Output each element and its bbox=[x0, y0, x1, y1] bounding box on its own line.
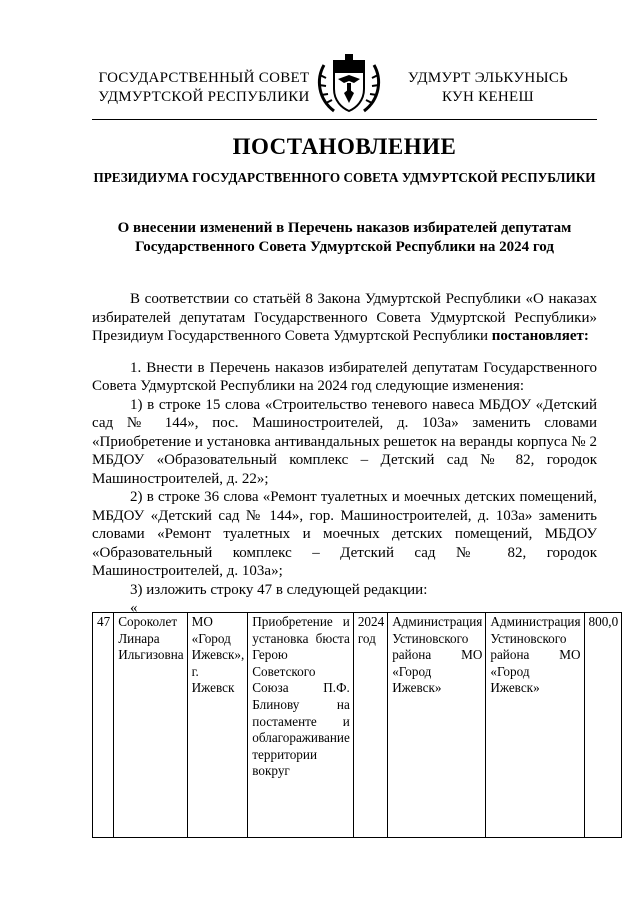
header-right-line1: УДМУРТ ЭЛЬКУНЫСЬ bbox=[407, 70, 569, 86]
cell-deputy: Сороколет Линара Ильгизовна bbox=[114, 613, 187, 838]
document-title: ПОСТАНОВЛЕНИЕ bbox=[232, 134, 457, 159]
subject-line2: Государственного Совета Удмуртской Республики на 2024 год bbox=[135, 239, 554, 255]
intro-text: В соответствии со статьёй 8 Закона Удмуртской Республики «О наказах избирателей депутатам Государственного Совета Удмуртской Республики» Президиум Государственного Совета Удмуртской Республики bbox=[92, 291, 597, 344]
coat-of-arms-icon bbox=[314, 53, 384, 118]
document-body bbox=[92, 290, 597, 618]
header-divider bbox=[92, 119, 597, 120]
header-left bbox=[93, 69, 315, 107]
header-right bbox=[388, 69, 588, 107]
intro-paragraph bbox=[92, 290, 597, 346]
cell-amount: 800,0 bbox=[584, 613, 622, 838]
cell-executor: Администрация Устиновского района МО «Город Ижевск» bbox=[388, 613, 486, 838]
mandate-table bbox=[92, 612, 622, 838]
item-1: 1. Внести в Перечень наказов избирателей депутатам Государственного Совета Удмуртской Республики на 2024 год следующие изменения: bbox=[92, 359, 597, 394]
cell-district: МО «Город Ижевск», г. Ижевск bbox=[187, 613, 248, 838]
subject-line1: О внесении изменений в Перечень наказов избирателей депутатам bbox=[117, 220, 572, 236]
cell-number: 47 bbox=[93, 613, 114, 838]
cell-responsible: Администрация Устиновского района МО «Город Ижевск» bbox=[486, 613, 584, 838]
document-subject bbox=[92, 219, 597, 257]
cell-mandate: Приобретение и установка бюста Герою Советского Союза П.Ф. Блинову на постаменте и облагораживание территории вокруг bbox=[248, 613, 354, 838]
header-left-line1: ГОСУДАРСТВЕННЫЙ СОВЕТ bbox=[98, 70, 310, 86]
subitem-1: 1) в строке 15 слова «Строительство теневого навеса МБДОУ «Детский сад № 144», пос. Машиностроителей, д. 103а» заменить словами «Приобретение и установка антивандальных решеток на веранды корпуса № 2 МБДОУ «Образовательный комплекс – Детский сад № 82, городок Машиностроителей, д. 22»; bbox=[92, 396, 597, 487]
header-right-line2: КУН КЕНЕШ bbox=[442, 89, 534, 105]
document-subtitle: ПРЕЗИДИУМА ГОСУДАРСТВЕННОГО СОВЕТА УДМУРТСКОЙ РЕСПУБЛИКИ bbox=[93, 170, 596, 185]
header-left-line2: УДМУРТСКОЙ РЕСПУБЛИКИ bbox=[98, 89, 310, 105]
subitem-3: 3) изложить строку 47 в следующей редакции: bbox=[130, 581, 428, 598]
table-row bbox=[93, 613, 622, 838]
cell-year: 2024 год bbox=[353, 613, 387, 838]
subitem-2: 2) в строке 36 слова «Ремонт туалетных и моечных детских помещений, МБДОУ «Детский сад № 144», гор. Машиностроителей, д. 103а» заменить словами «Ремонт туалетных и моечных детских помещений, МБДОУ «Образовательный комплекс – Детский сад № 82, городок Машиностроителей, д. 103а»; bbox=[92, 489, 597, 579]
opening-quote: « bbox=[130, 600, 138, 616]
intro-decision: постановляет: bbox=[491, 328, 589, 344]
